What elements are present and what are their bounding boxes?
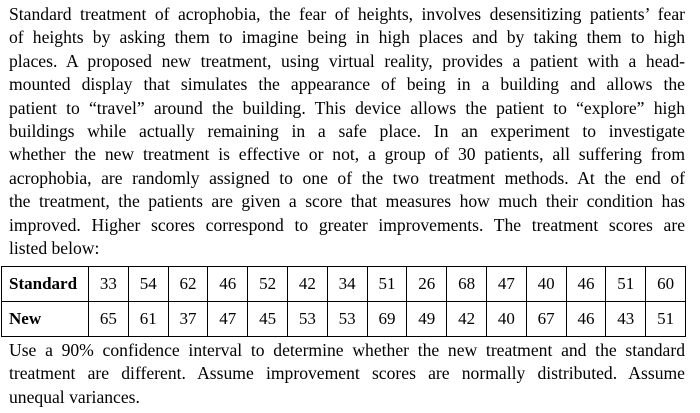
- score-cell: 62: [168, 267, 208, 302]
- score-cell: 60: [646, 267, 686, 302]
- treatment-scores-table: [1, 266, 686, 337]
- score-cell: 46: [208, 267, 248, 302]
- score-cell: 46: [566, 302, 606, 337]
- score-cell: 45: [248, 302, 288, 337]
- score-cell: 51: [646, 302, 686, 337]
- description-line: mounted display that simulates the appearance of being in a building and allows the: [9, 74, 685, 95]
- question-line: treatment are different. Assume improvement scores are normally distributed. Assume: [9, 363, 685, 384]
- score-cell: 65: [89, 302, 129, 337]
- description-line: listed below:: [9, 238, 100, 259]
- problem-description: [9, 3, 685, 260]
- score-cell: 68: [447, 267, 487, 302]
- score-cell: 34: [327, 267, 367, 302]
- description-line: the treatment, the patients are given a score that measures how much their condition has: [9, 191, 685, 212]
- row-header-standard: Standard: [2, 267, 89, 302]
- score-cell: 37: [168, 302, 208, 337]
- score-cell: 53: [327, 302, 367, 337]
- score-cell: 40: [486, 302, 526, 337]
- score-cell: 49: [407, 302, 447, 337]
- score-cell: 54: [128, 267, 168, 302]
- description-line: patient to “travel” around the building. This device allows the patient to “explore” high: [9, 97, 685, 118]
- score-cell: 67: [526, 302, 566, 337]
- score-cell: 51: [606, 267, 646, 302]
- table-row-new: [2, 302, 686, 337]
- score-cell: 43: [606, 302, 646, 337]
- description-line: places. A proposed new treatment, using virtual reality, provides a patient with a head-: [9, 50, 685, 71]
- description-line: of heights by asking them to imagine being in high places and by taking them to high: [9, 27, 685, 48]
- question-line: Use a 90% confidence interval to determine whether the new treatment and the standard: [9, 340, 685, 360]
- description-line: Standard treatment of acrophobia, the fear of heights, involves desensitizing patients’ fear: [9, 4, 685, 24]
- score-cell: 61: [128, 302, 168, 337]
- score-cell: 53: [287, 302, 327, 337]
- description-line: improved. Higher scores correspond to greater improvements. The treatment scores are: [9, 214, 685, 235]
- table-row-standard: [2, 267, 686, 302]
- score-cell: 51: [367, 267, 407, 302]
- score-cell: 33: [89, 267, 129, 302]
- row-header-new: New: [2, 302, 89, 337]
- score-cell: 47: [208, 302, 248, 337]
- score-cell: 42: [447, 302, 487, 337]
- score-cell: 42: [287, 267, 327, 302]
- score-cell: 47: [486, 267, 526, 302]
- question-text: [9, 339, 685, 409]
- description-line: whether the new treatment is effective or not, a group of 30 patients, all suffering from: [9, 144, 685, 165]
- score-cell: 69: [367, 302, 407, 337]
- score-cell: 52: [248, 267, 288, 302]
- description-line: acrophobia, are randomly assigned to one of the two treatment methods. At the end of: [9, 167, 685, 188]
- score-cell: 40: [526, 267, 566, 302]
- score-cell: 26: [407, 267, 447, 302]
- question-line: unequal variances.: [9, 386, 140, 407]
- description-line: buildings while actually remaining in a safe place. In an experiment to investigate: [9, 121, 685, 142]
- score-cell: 46: [566, 267, 606, 302]
